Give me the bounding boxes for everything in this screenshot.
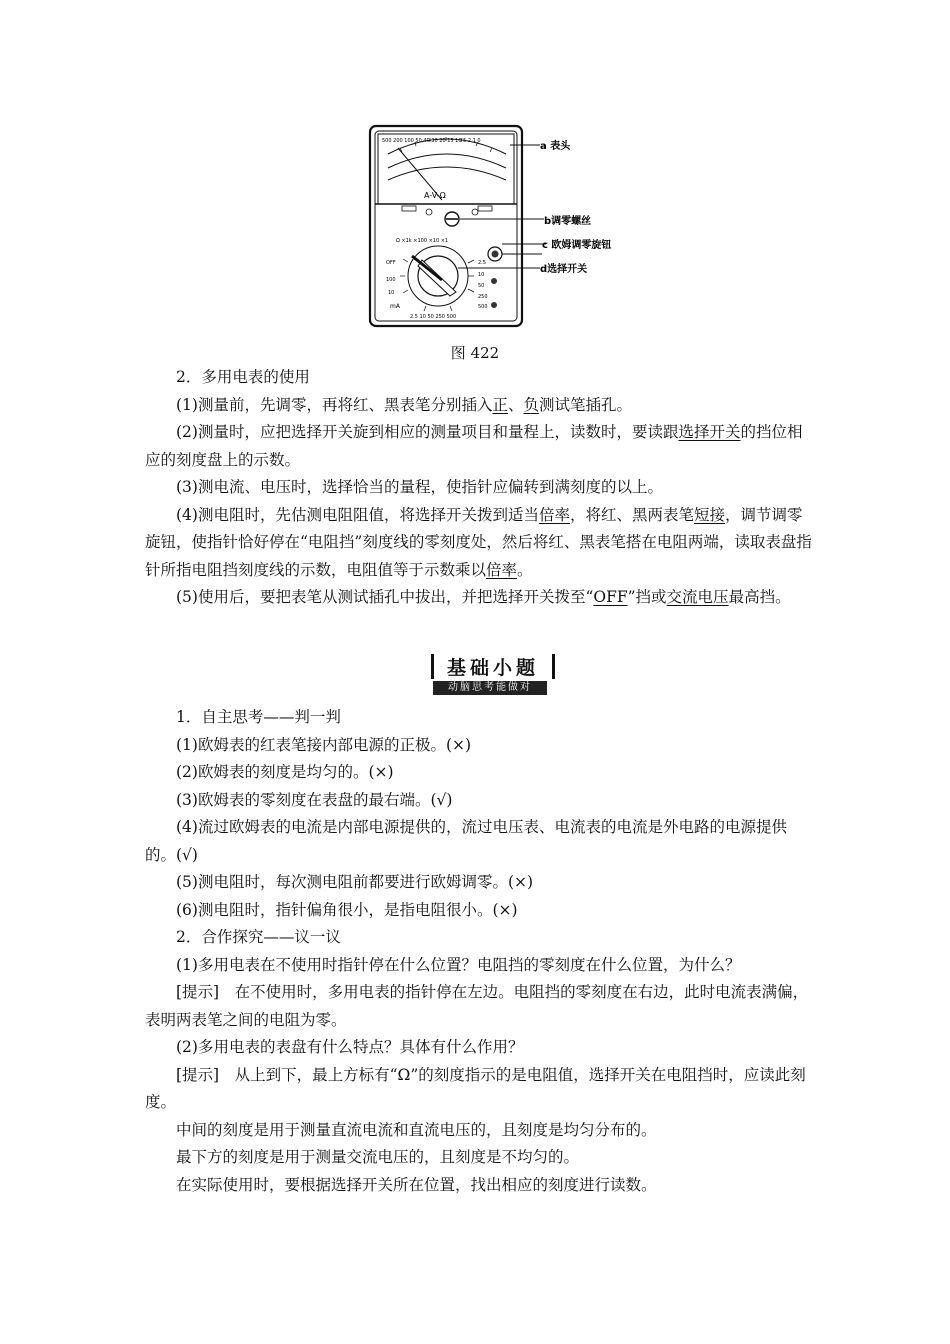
callout-c: c 欧姆调零旋钮: [542, 240, 612, 251]
dial-label: A-V-Ω: [424, 191, 446, 200]
multimeter-figure: [360, 118, 630, 338]
hint-2: [提示] 从上到下，最上方标有“Ω”的刻度指示的是电阻值，选择开关在电阻挡时，应读此刻度。: [145, 1065, 806, 1111]
svg-text:10: 10: [388, 290, 395, 296]
paragraph-4: (4)测电阻时，先估测电阻阻值，将选择开关拨到适当倍率，将红、黑两表笔短接，调节调零旋钮，使指针恰好停在“电阻挡”刻度线的零刻度处，然后将红、黑表笔搭在电阻两端，读取表盘指针所指电阻挡刻度线的示数，电阻值等于示数乘以倍率。: [145, 505, 812, 579]
judge-item: (3)欧姆表的零刻度在表盘的最右端。(√): [176, 790, 453, 809]
paragraph-5: (5)使用后，要把表笔从测试插孔中拔出，并把选择开关拨至“OFF”挡或交流电压最高挡。: [176, 588, 791, 606]
hint-line: 在实际使用时，要根据选择开关所在位置，找出相应的刻度进行读数。: [176, 1175, 657, 1194]
question-1: (1)多用电表在不使用时指针停在什么位置？电阻挡的零刻度在什么位置，为什么？: [176, 955, 741, 974]
svg-text:250: 250: [478, 294, 488, 300]
svg-text:2.5: 2.5: [478, 260, 486, 266]
figure-caption: 图 422: [450, 344, 500, 362]
self-check-heading: 1．自主思考——判一判: [176, 708, 341, 726]
callout-b: b调零螺丝: [544, 216, 592, 227]
judge-item: (5)测电阻时，每次测电阻前都要进行欧姆调零。(×): [176, 873, 534, 891]
paragraph-2: (2)测量时，应把选择开关旋到相应的测量项目和量程上，读数时，要读跟选择开关的挡位相应的刻度盘上的示数。: [145, 423, 803, 469]
section-banner: [423, 654, 557, 696]
callout-a: a 表头: [540, 141, 571, 152]
svg-text:OFF: OFF: [386, 260, 396, 266]
paragraph-1: (1)测量前，先调零，再将红、黑表笔分别插入正、负测试笔插孔。: [176, 395, 633, 414]
section-exercises: [145, 704, 815, 1199]
section-heading: 2．多用电表的使用: [176, 368, 310, 386]
banner-title: 基础小题: [431, 654, 555, 679]
svg-text:Ω ×1k ×100 ×10 ×1: Ω ×1k ×100 ×10 ×1: [396, 238, 449, 244]
svg-text:50: 50: [478, 283, 485, 289]
discussion-heading: 2．合作探究——议一议: [176, 928, 341, 946]
svg-text:500 200 100 50 40 30 20 15 10: 500 200 100 50 40 30 20 15 10 5 2 1 0: [382, 138, 481, 144]
judge-item: (6)测电阻时，指针偏角很小，是指电阻很小。(×): [176, 900, 518, 919]
hint-line: 中间的刻度是用于测量直流电流和直流电压的，且刻度是均匀分布的。: [176, 1120, 657, 1139]
question-2: (2)多用电表的表盘有什么特点？具体有什么作用？: [176, 1038, 524, 1056]
svg-text:100: 100: [386, 277, 396, 283]
callout-d: d选择开关: [540, 264, 588, 275]
judge-item: (1)欧姆表的红表笔接内部电源的正极。(×): [176, 735, 472, 754]
svg-text:mA: mA: [390, 303, 400, 310]
hint-line: 最下方的刻度是用于测量交流电压的，且刻度是不均匀的。: [176, 1148, 580, 1166]
multimeter-illustration: [360, 118, 630, 338]
paragraph-3: (3)测电流、电压时，选择恰当的量程，使指针应偏转到满刻度的以上。: [176, 478, 663, 496]
svg-text:10: 10: [478, 272, 485, 278]
judge-item: (4)流过欧姆表的电流是内部电源提供的，流过电压表、电流表的电流是外电路的电源提供的。(√): [145, 818, 787, 864]
hint-1: [提示] 在不使用时，多用电表的指针停在左边。电阻挡的零刻度在右边，此时电流表满偏，表明两表笔之间的电阻为零。: [145, 983, 809, 1029]
svg-text:500: 500: [478, 304, 488, 310]
svg-text:2.5 10 50 250 500: 2.5 10 50 250 500: [410, 314, 457, 320]
banner-subtitle: 动脑思考能做对: [433, 681, 547, 695]
section-usage: [145, 364, 815, 612]
judge-item: (2)欧姆表的刻度是均匀的。(×): [176, 763, 394, 781]
